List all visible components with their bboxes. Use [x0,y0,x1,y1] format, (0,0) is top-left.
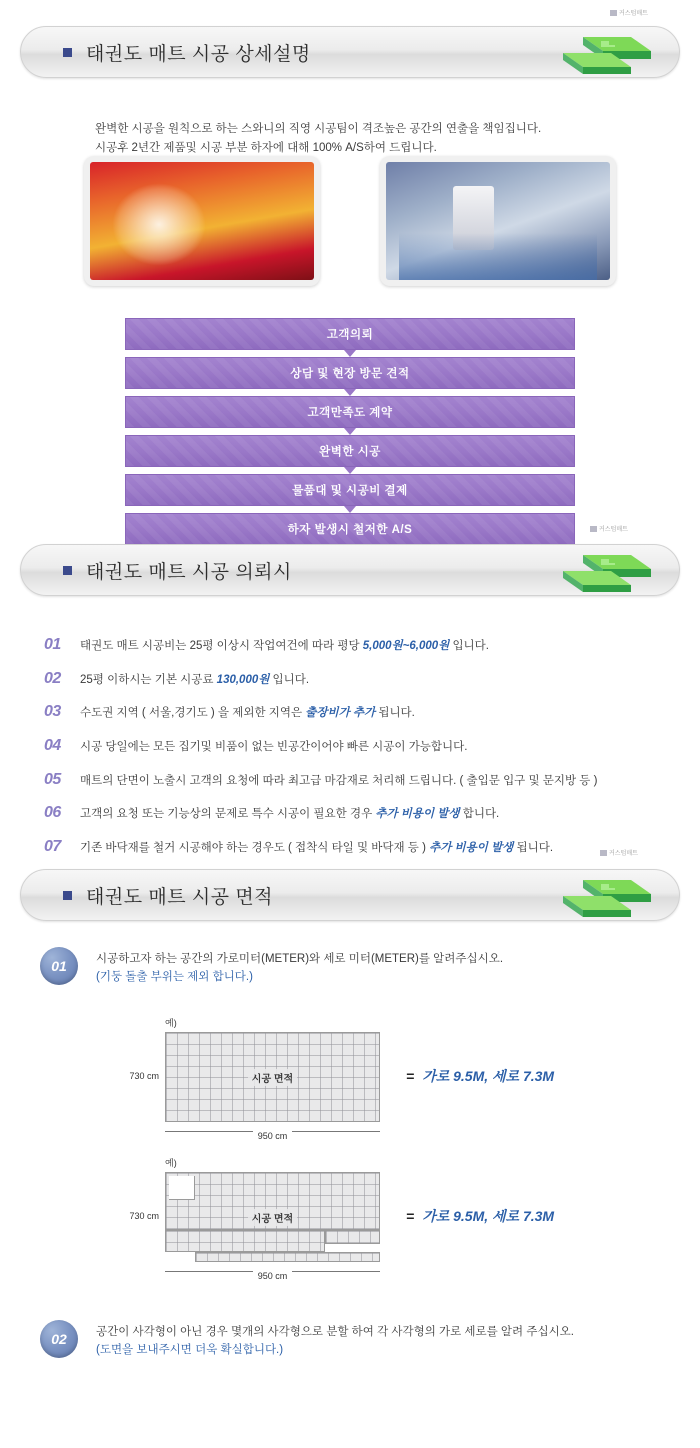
flow-arrow-icon [125,506,575,513]
item-emphasis: 추가 비용이 발생 [429,842,514,855]
flow-arrow-icon [125,428,575,435]
step-line-1: 공간이 사각형이 아닌 경우 몇개의 사각형으로 분할 하여 각 사각형의 가로 세로를 알려 주십시오. [96,1326,574,1338]
flow-step: 물품대 및 시공비 결제 [125,474,575,506]
item-text: 25평 이하시는 기본 시공료 130,000원 입니다. [80,673,310,686]
tag-square-icon [600,850,607,856]
green-mat-icon [557,551,653,593]
photo-taekwondo-match [380,156,616,286]
vertical-dimension-label: 730 cm [129,1071,159,1081]
item-emphasis: 추가 비용이 발생 [375,808,460,821]
vertical-dimension-label: 730 cm [129,1211,159,1221]
item-text: 기존 바닥재를 철거 시공해야 하는 경우도 ( 접착식 타일 및 바닥재 등 ) 추가 비용이 발생 됩니다. [80,842,554,855]
corner-tag: 커스텀매트 [600,848,638,857]
area-result [406,1206,554,1226]
requirements-list [0,636,700,872]
step-number-badge: 01 [40,947,78,985]
step-text [96,947,503,987]
flow-arrow-icon [125,467,575,474]
result-text: 가로 9.5M, 세로 7.3M [422,1068,555,1084]
step-text [96,1320,574,1360]
section3-title: 태권도 매트 시공 면적 [86,886,274,908]
section1-header-wrap [0,26,700,78]
section2-header [20,544,680,596]
flow-step: 완벽한 시공 [125,435,575,467]
list-item [44,670,660,689]
item-text: 수도권 지역 ( 서울,경기도 ) 을 제외한 지역은 출장비가 추가 됩니다. [80,707,415,720]
tag-square-icon [610,10,617,16]
item-text: 고객의 요청 또는 기능상의 문제로 특수 시공이 필요한 경우 추가 비용이 발생 합니다. [80,808,500,821]
area-step-1 [0,947,700,987]
section3-header [20,869,680,921]
list-item [44,771,660,790]
intro-line-1: 완벽한 시공을 원칙으로 하는 스와니의 직영 시공팀이 격조높은 공간의 연출을 책임집니다. [95,123,542,135]
flow-step: 상담 및 현장 방문 견적 [125,357,575,389]
item-number: 01 [44,636,61,653]
green-mat-icon [557,876,653,918]
result-text: 가로 9.5M, 세로 7.3M [422,1208,555,1224]
section2-title: 태권도 매트 시공 의뢰시 [86,561,292,583]
photo-image [386,162,610,280]
bullet-icon [63,566,72,575]
section1-title: 태권도 매트 시공 상세설명 [86,43,311,65]
item-text: 시공 당일에는 모든 집기및 비품이 없는 빈공간이어야 빠른 시공이 가능합니다. [80,741,468,754]
horizontal-dimension-label: 950 cm [165,1126,380,1136]
section1-header [20,26,680,78]
section3-header-wrap [0,869,700,921]
diagram-irregular [0,1156,700,1281]
example-label: 예) [165,1018,177,1028]
area-result [406,1066,554,1086]
process-flow-chart [125,318,575,545]
item-number: 06 [44,804,61,822]
horizontal-dimension-label: 950 cm [165,1266,380,1276]
tag-square-icon [590,526,597,532]
item-text: 매트의 단면이 노출시 고객의 요청에 따라 최고급 마감재로 처리해 드립니다. ( 출입문 입구 및 문지방 등 ) [80,774,598,787]
flow-arrow-icon [125,389,575,396]
area-grid [165,1032,380,1122]
item-emphasis: 130,000원 [216,673,270,686]
flow-step: 고객만족도 계약 [125,396,575,428]
item-number: 03 [44,703,61,721]
corner-tag: 커스텀매트 [610,8,648,17]
bullet-icon [63,891,72,900]
list-item [44,737,660,756]
intro-line-2: 시공후 2년간 제품및 시공 부분 하자에 대해 100% A/S하여 드립니다. [95,141,437,154]
step-line-2: (도면을 보내주시면 더욱 확실합니다.) [96,1344,284,1357]
example-label: 예) [165,1158,177,1168]
area-grid-label: 시공 면적 [248,1069,297,1086]
item-number: 05 [44,770,61,788]
equals-sign: = [406,1208,415,1224]
area-step-2 [0,1320,700,1360]
step-line-2: (기둥 돌출 부위는 제외 합니다.) [96,971,253,984]
equals-sign: = [406,1068,415,1084]
item-emphasis: 출장비가 추가 [305,707,376,720]
diagram-rectangle [0,1016,700,1141]
area-grid-label: 시공 면적 [248,1209,297,1226]
item-number: 02 [44,669,61,687]
photo-image [90,162,314,280]
step-number-badge: 02 [40,1320,78,1358]
item-emphasis: 5,000원~6,000원 [362,640,450,652]
item-number: 07 [44,838,61,856]
flow-step: 하자 발생시 철저한 A/S [125,513,575,545]
step-line-1: 시공하고자 하는 공간의 가로미터(METER)와 세로 미터(METER)를 알려주십시오. [96,953,504,965]
list-item [44,838,660,857]
section2-header-wrap [0,544,700,596]
photo-gallery [0,156,700,286]
item-number: 04 [44,737,61,755]
list-item [44,636,660,655]
item-text: 태권도 매트 시공비는 25평 이상시 작업여건에 따라 평당 5,000원~6,000원 입니다. [80,640,489,652]
list-item [44,703,660,722]
photo-taekwondo-demo [84,156,320,286]
bullet-icon [63,48,72,57]
area-grid-irregular [165,1172,380,1262]
green-mat-icon [557,33,653,75]
section1-intro [0,120,700,158]
corner-tag: 커스텀매트 [590,524,628,533]
list-item [44,804,660,823]
flow-arrow-icon [125,350,575,357]
flow-step: 고객의뢰 [125,318,575,350]
